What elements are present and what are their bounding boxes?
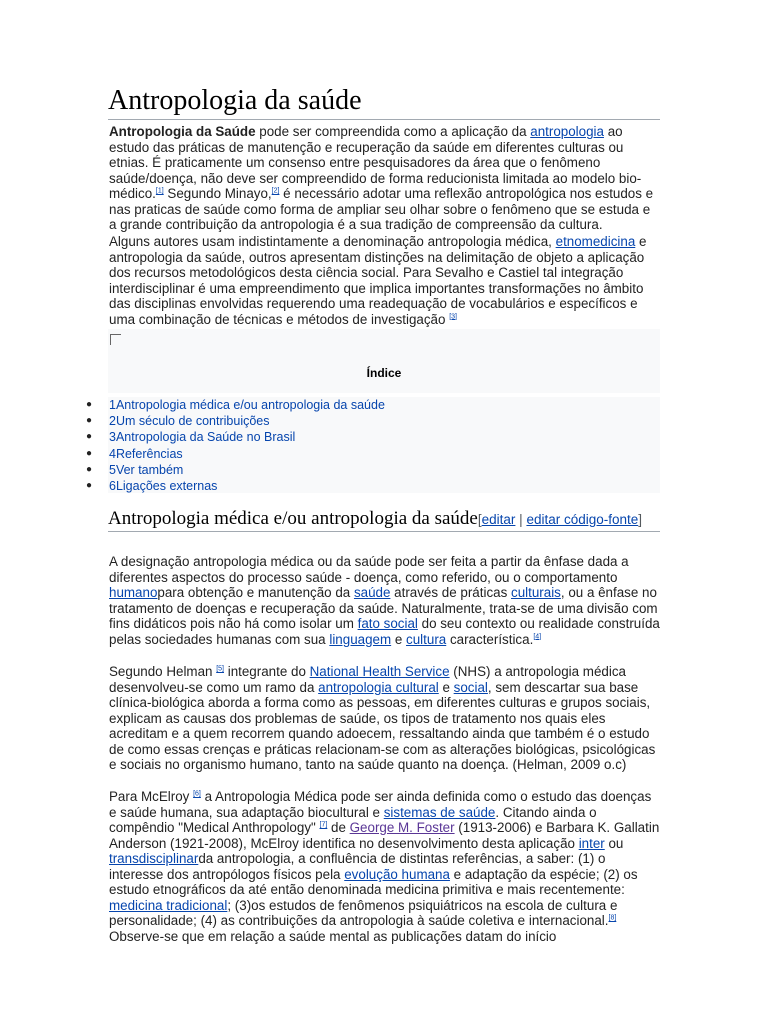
p4-text-5: , sem descartar sua base clínica-biológica aborda a forma como as pessoas, em diferentes culturas e grupos sociais, explicam as causas dos problemas de saúde, os tipos de tratamento nos quais eles acreditam e a quem recorrem quando adoecem, ressaltando ainda que também é o estudo de como essas crenças e práticas relacionam-se com as alterações biológicas, psicológicas e sociais no organismo humano, tanto na saúde quanto na doença. (Helman, 2009 o.c)	[109, 679, 656, 772]
p5-text-1: Para McElroy	[109, 789, 194, 804]
edit-separator: |	[515, 512, 527, 527]
toc-item[interactable]	[86, 446, 660, 462]
p5-text-10: Observe-se que em relação a saúde mental as publicações datam do início	[109, 928, 557, 944]
p5-text-6: ou	[604, 835, 624, 851]
edit-links	[478, 512, 642, 527]
ref-3[interactable]: [3]	[449, 313, 457, 321]
toc-item-link[interactable]: Antropologia médica e/ou antropologia da saúde	[115, 398, 385, 412]
link-fato-social[interactable]: fato social	[357, 616, 418, 631]
toc-item-link[interactable]: Ligações externas	[115, 478, 218, 493]
page-title: Antropologia da saúde	[108, 84, 660, 120]
toc-item-number[interactable]: 3	[109, 430, 116, 445]
link-cultura[interactable]: cultura	[406, 631, 447, 647]
toc-item[interactable]	[86, 397, 660, 413]
paragraph-4	[109, 664, 661, 773]
edit-bracket-open: [	[477, 512, 482, 527]
link-social[interactable]: social	[453, 679, 488, 695]
toc-item-link[interactable]: Ver também	[115, 462, 184, 477]
toc-item-number[interactable]: 1	[109, 398, 116, 412]
toc-item-number[interactable]: 5	[109, 462, 116, 477]
p5-text-7: da antropologia, a confluência de distintas referências, a saber: (1) o interesse dos antropólogos físicos pela	[109, 851, 606, 882]
ref-4[interactable]: [4]	[533, 633, 542, 641]
p5-text-3: . Citando ainda o compêndio "Medical Anthropology"	[109, 804, 597, 835]
toc-item[interactable]	[86, 413, 660, 429]
p4-text-4: e	[438, 679, 454, 695]
p3-text-6: e	[391, 631, 407, 647]
toc-title: Índice	[366, 366, 402, 380]
edit-link[interactable]: editar	[481, 512, 516, 527]
bullet-icon: ●	[86, 399, 93, 410]
toc-item-number[interactable]: 4	[109, 446, 116, 461]
ref-2[interactable]: [2]	[271, 187, 280, 195]
toc-list	[86, 397, 660, 493]
link-sistemas-de-saude[interactable]: sistemas de saúde	[383, 804, 496, 820]
link-inter[interactable]: inter	[578, 835, 605, 851]
link-saude[interactable]: saúde	[353, 585, 391, 600]
p3-text-3: através de práticas	[390, 585, 512, 600]
toc-header-panel	[108, 329, 660, 393]
toc-item[interactable]	[86, 429, 660, 445]
toc-item-link[interactable]: Um século de contribuições	[115, 414, 270, 429]
ref-7[interactable]: [7]	[319, 821, 328, 829]
ref-8[interactable]: [8]	[608, 914, 617, 922]
paragraph-3	[109, 554, 661, 647]
toc-item[interactable]	[86, 462, 660, 478]
section-heading-text: Antropologia médica e/ou antropologia da saúde	[108, 508, 478, 529]
ref-5[interactable]: [5]	[216, 665, 224, 673]
link-evolucao-humana[interactable]: evolução humana	[344, 866, 450, 882]
section-heading-1	[108, 508, 660, 532]
bullet-icon: ●	[86, 447, 93, 459]
link-humano[interactable]: humano	[109, 585, 158, 600]
bullet-icon: ●	[86, 463, 93, 475]
link-linguagem[interactable]: linguagem	[329, 631, 392, 647]
p4-text-3: (NHS) a antropologia médica desenvolveu-se como um ramo da	[109, 664, 626, 695]
p5-text-4: de	[327, 820, 350, 835]
toc-item-link[interactable]: Referências	[115, 446, 183, 461]
edit-source-link[interactable]: editar código-fonte	[526, 512, 639, 527]
bullet-icon: ●	[86, 431, 93, 443]
intro-bold-term: Antropologia da Saúde	[109, 124, 256, 139]
p4-text-2: integrante do	[224, 664, 310, 679]
intro-text-1: pode ser compreendida como a aplicação da	[255, 124, 531, 139]
link-medicina-tradicional[interactable]: medicina tradicional	[109, 897, 228, 913]
link-transdisciplinar[interactable]: transdisciplinar	[109, 851, 199, 866]
p3-text-4: , ou a ênfase no tratamento de doenças e recuperação da saúde. Naturalmente, trata-se de uma divisão com fins didáticos pois não há como isolar um	[109, 585, 658, 631]
paragraph-5	[109, 789, 661, 944]
p5-text-2: a Antropologia Médica pode ser ainda definida como o estudo das doenças e saúde humana, sua adaptação biocultural e	[109, 789, 652, 820]
bullet-icon: ●	[86, 479, 93, 491]
ref-1[interactable]: [1]	[155, 187, 164, 195]
p2-text-1: Alguns autores usam indistintamente a denominação antropologia médica,	[109, 234, 556, 249]
intro-text-3: Segundo Minayo,	[163, 186, 272, 201]
link-etnomedicina[interactable]: etnomedicina	[555, 234, 636, 249]
paragraph-2	[109, 234, 661, 327]
intro-text-4: é necessário adotar uma reflexão antropológica nos estudos e nas praticas de saúde como forma de ampliar seu olhar sobre o fenômeno que se estuda e a grande contribuição da antropologia é a sua tradição de compreensão da cultura.	[109, 186, 654, 232]
toc-item-number[interactable]: 6	[109, 478, 116, 493]
edit-bracket-close: ]	[638, 512, 643, 527]
toc-item-link[interactable]: Antropologia da Saúde no Brasil	[115, 430, 296, 445]
toc-toggle-checkbox[interactable]	[110, 334, 121, 345]
toc-item[interactable]	[86, 478, 660, 494]
ref-6[interactable]: [6]	[193, 790, 201, 798]
toc-item-number[interactable]: 2	[109, 414, 116, 429]
link-george-foster[interactable]: George M. Foster	[349, 820, 455, 835]
p3-text-7: característica.	[446, 631, 534, 647]
link-nhs[interactable]: National Health Service	[309, 664, 450, 679]
link-antropologia[interactable]: antropologia	[530, 124, 604, 139]
p4-text-1: Segundo Helman	[109, 664, 217, 679]
p3-text-1: A designação antropologia médica ou da saúde pode ser feita a partir da ênfase dada a diferentes aspectos do processo saúde - doença, como referido, ou o comportamento	[109, 554, 629, 585]
p5-text-8: e adaptação da espécie; (2) os estudo etnográficos da até então denominada medicina primitiva e mais recentemente:	[109, 866, 638, 897]
link-culturais[interactable]: culturais	[511, 585, 561, 600]
p2-text-2: e antropologia da saúde, outros apresentam distinções na delimitação de objeto a aplicação dos recursos metodológicos desta ciência social. Para Sevalho e Castiel tal integração interdisciplinar é uma empreendimento que implica importantes transformações no âmbito das disciplinas envolvidas requerendo uma readequação de vocabulários e específicos e uma combinação de técnicas e métodos de investigação	[109, 234, 647, 327]
p3-text-2: para obtenção e manutenção da	[157, 585, 354, 600]
p5-text-9: ; (3)os estudos de fenômenos psiquiátricos na escola de cultura e personalidade; (4) as contribuições da antropologia à saúde coletiva e internacional.	[109, 897, 618, 928]
link-antropologia-cultural[interactable]: antropologia cultural	[318, 679, 439, 695]
p3-text-5: do seu contexto ou realidade construída pelas sociedades humanas com sua	[109, 616, 660, 647]
intro-paragraph	[109, 124, 661, 233]
bullet-icon: ●	[86, 415, 93, 427]
intro-text-2: ao estudo das práticas de manutenção e recuperação da saúde em diferentes culturas ou etnias. É praticamente um consenso entre pesquisadores da área que o fenômeno saúde/doença, não deve ser compreendido de forma reducionista limitada ao modelo bio-médico.	[109, 124, 642, 201]
p5-text-5: (1913-2006) e Barbara K. Gallatin Anderson (1921-2008), McElroy identifica no desenvolvimento desta aplicação	[109, 820, 660, 851]
